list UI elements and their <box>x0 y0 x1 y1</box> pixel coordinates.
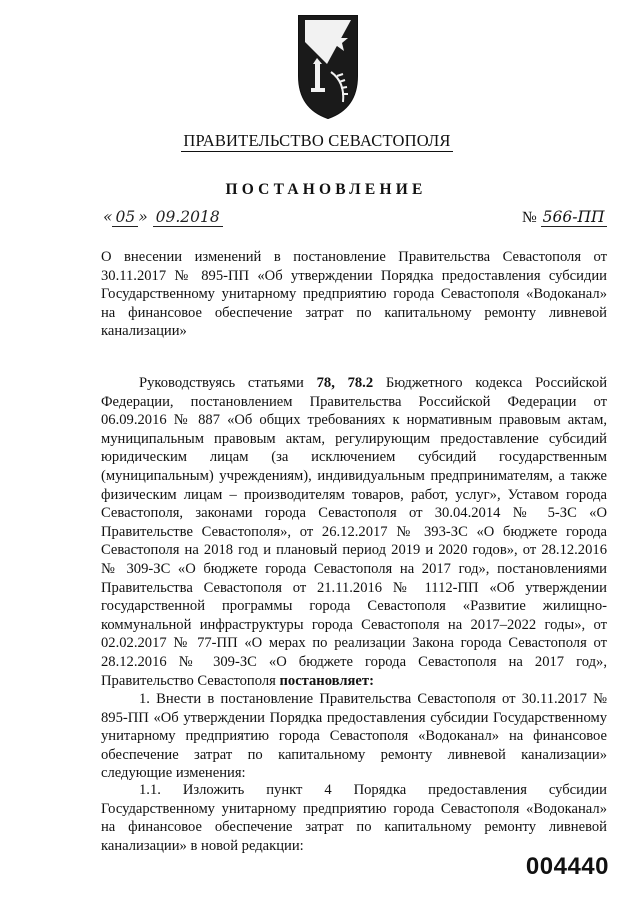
decree-type-title: ПОСТАНОВЛЕНИЕ <box>225 181 427 198</box>
articles-ref: 78, 78.2 <box>316 375 374 391</box>
resolves-word: постановляет: <box>279 672 374 689</box>
item-1: 1. Внести в постановление Правительства Севастополя от 30.11.2017 № 895-ПП «Об утверждении Порядка предоставления субсидии Государственному унитарному предприятию города Севастополя «Водоканал» на финансовое обеспечение затрат по капитальному ремонту ливневой канализации» следующие изменения: <box>101 691 607 782</box>
decree-date: « 05 » 09.2018 <box>103 208 223 226</box>
sevastopol-coat-of-arms-icon <box>297 12 359 120</box>
government-title: ПРАВИТЕЛЬСТВО СЕВАСТОПОЛЯ <box>183 131 451 150</box>
date-month-year: 09.2018 <box>153 208 223 227</box>
decree-subject: О внесении изменений в постановление Правительства Севастополя от 30.11.2017 № 895-ПП «Об утверждении Порядка предоставления субсидии Государственному унитарному предприятию города Севастополя «Водоканал» на финансовое обеспечение затрат по капитальному ремонту ливневой канализации» <box>101 249 607 340</box>
legal-basis-paragraph: Руководствуясь статьями 78, 78.2 Бюджетного кодекса Российской Федерации, постановлением Правительства Российской Федерации от 06.09.2016 № 887 «Об общих требованиях к нормативным правовым актам, муниципальным правовым актам, регулирующим предоставление субсидий юридическим лицам (за исключением субсидий государственным (муниципальным) учреждениям), индивидуальным предпринимателям, а также физическим лицам – производителям товаров, работ, услуг», Уставом города Севастополя, законами города Севастополя от 30.04.2014 № 5-ЗС «О Правительстве Севастополя», от 26.12.2017 № 393-ЗС «О бюджете города Севастополя на 2018 год и плановый период 2019 и 2020 годов», от 28.12.2016 № 309-ЗС «О бюджете города Севастополя на 2017 год», постановлениями Правительства Севастополя от 21.11.2016 № 1112-ПП «Об утверждении государственной программы города Севастополя «Развитие жилищно-коммунальной инфраструктуры города Севастополя на 2017–2022 годы», от 02.02.2017 № 77-ПП «О мерах по реализации Закона города Севастополя от 28.12.2016 № 309-ЗС «О бюджете города Севастополя на 2017 год», Правительство Севастополя постановляет: <box>101 375 607 689</box>
sheet-number: 004440 <box>525 853 609 880</box>
decree-number-value: 566-ПП <box>542 208 605 226</box>
item-1-1: 1.1. Изложить пункт 4 Порядка предоставления субсидии Государственному унитарному предприятию города Севастополя «Водоканал» на финансовое обеспечение затрат по капитальному ремонту ливневой канализации» в новой редакции: <box>101 782 607 854</box>
decree-number: № 566-ПП <box>522 208 605 226</box>
date-day: 05 <box>112 208 138 227</box>
